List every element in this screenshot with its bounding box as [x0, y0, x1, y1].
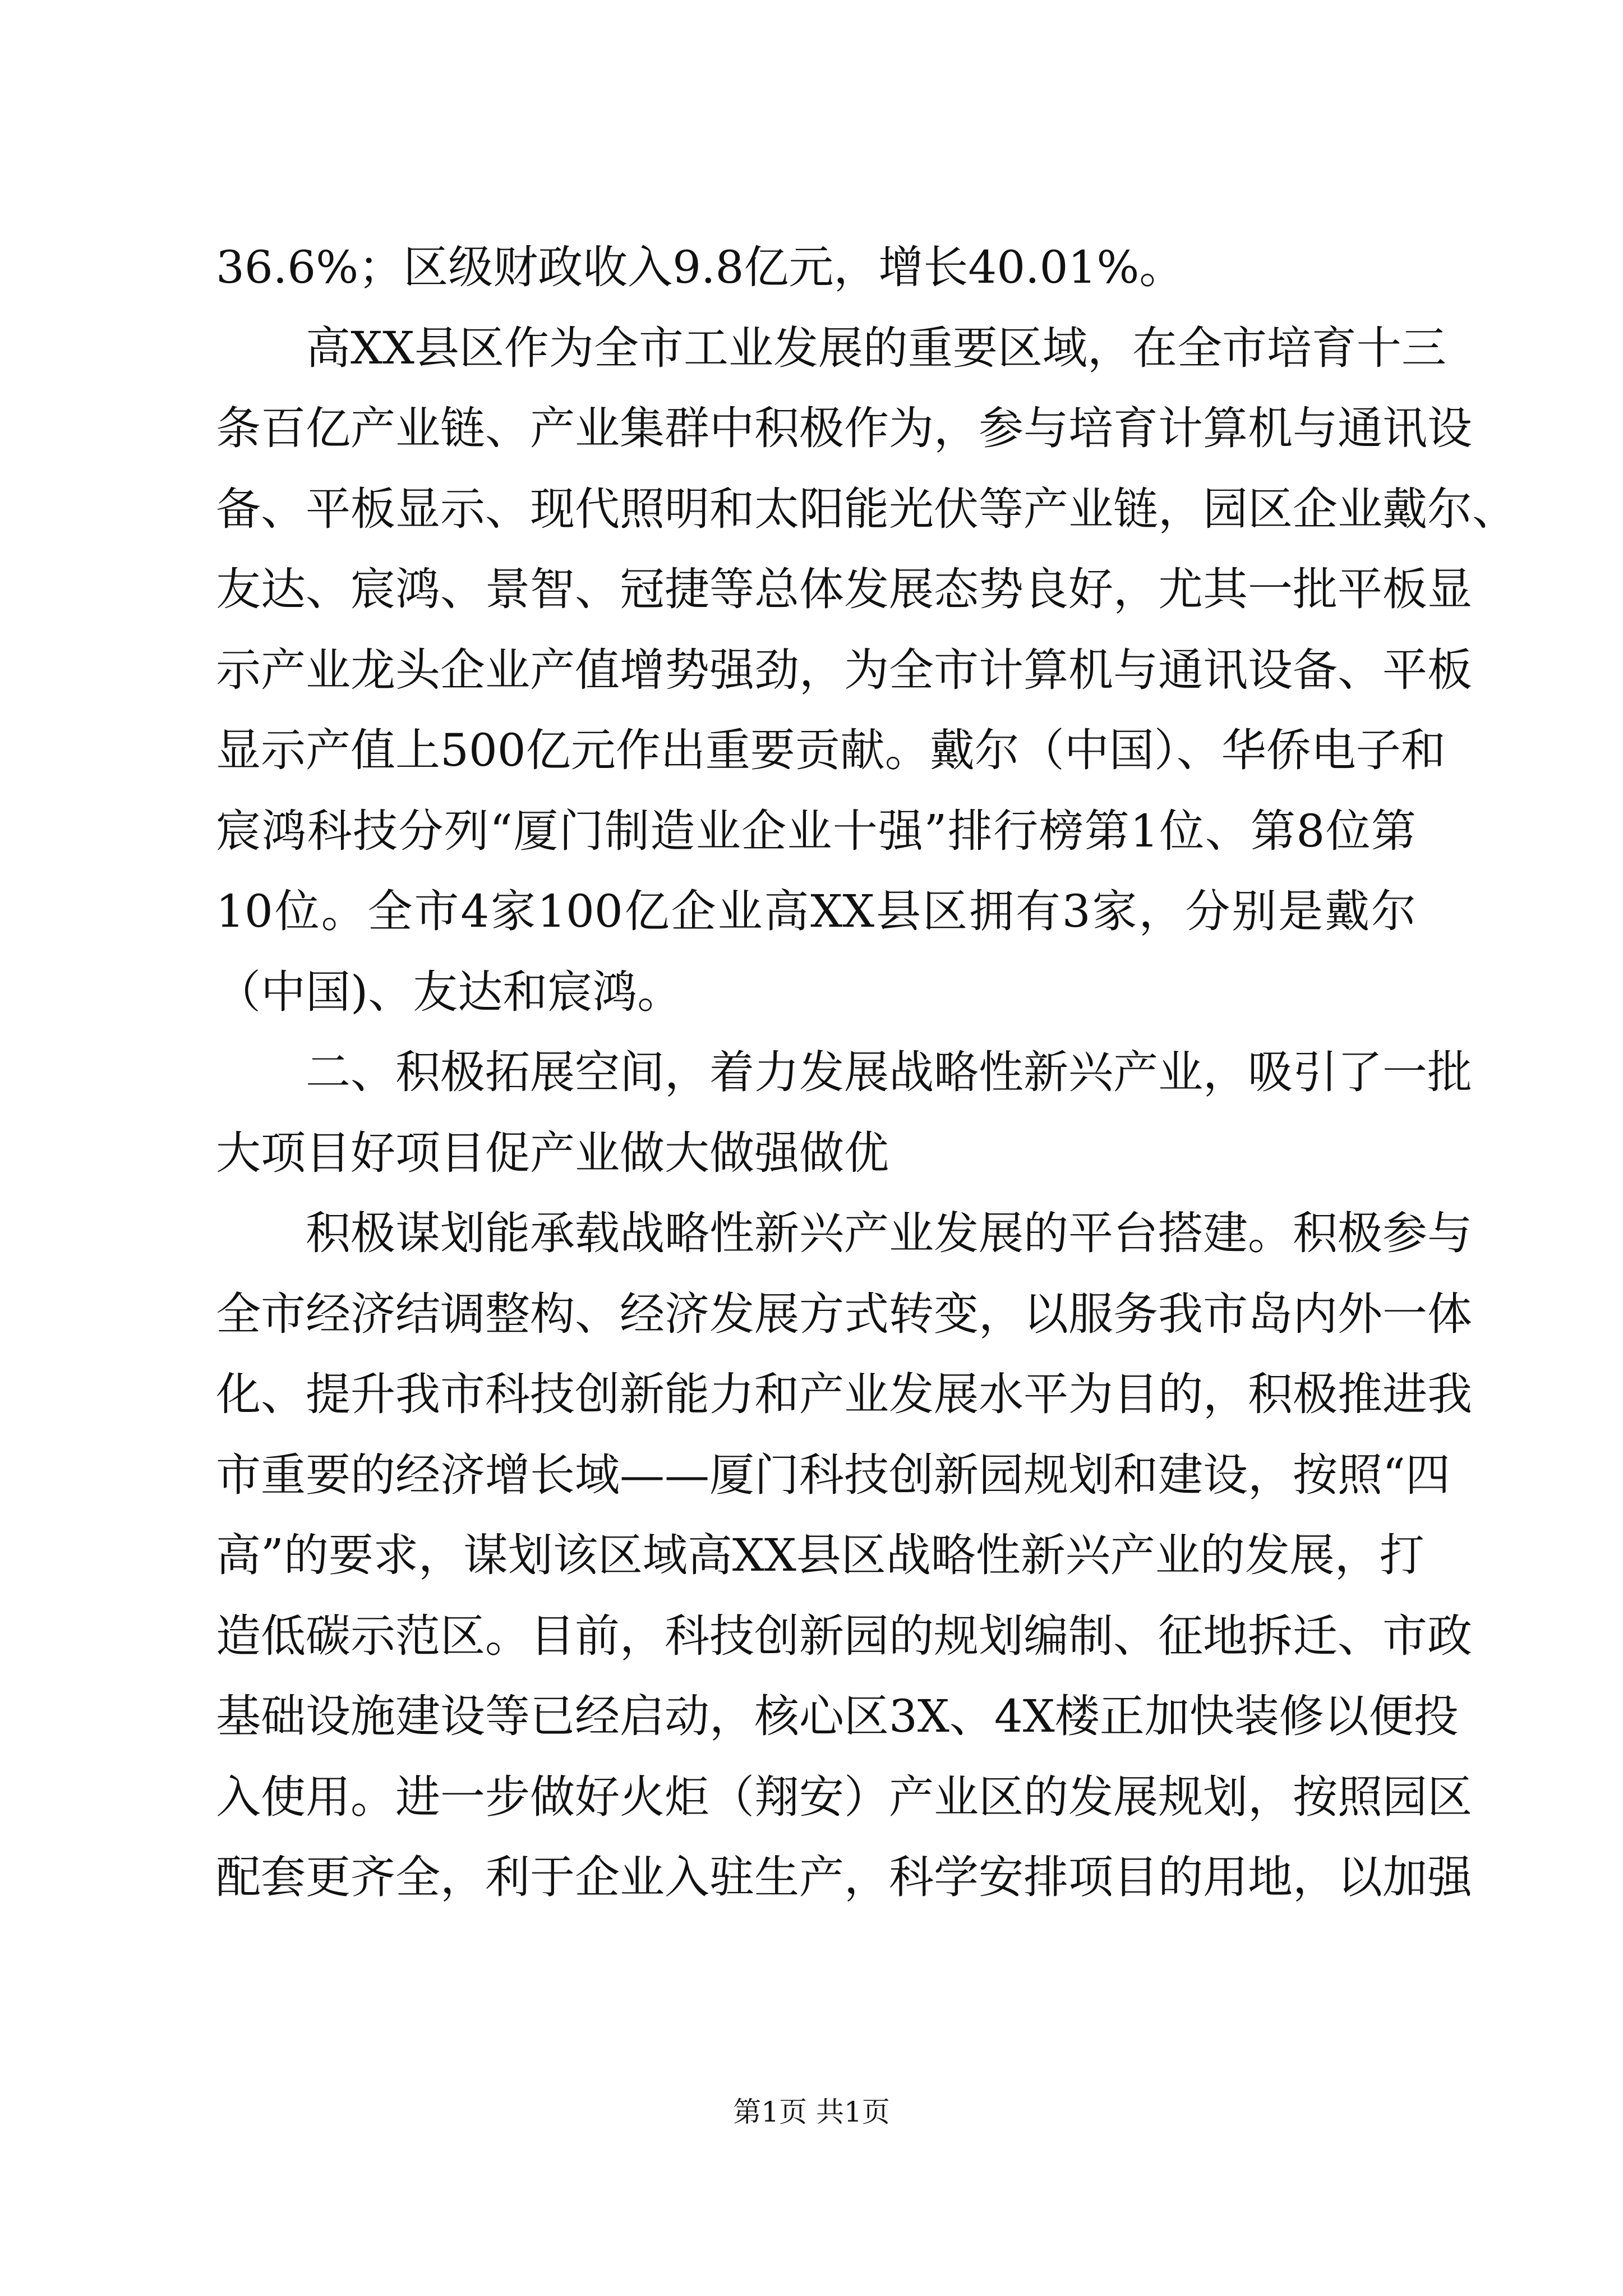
document-body: [216, 227, 1517, 1918]
text-line: 配套更齐全，利于企业入驻生产，科学安排项目的用地，以加强: [216, 1851, 1472, 1903]
text-line: 大项目好项目促产业做大做强做优: [216, 1126, 889, 1179]
text-line: 造低碳示范区。目前，科技创新园的规划编制、征地拆迁、市政: [216, 1609, 1472, 1662]
text-line: 全市经济结调整构、经济发展方式转变，以服务我市岛内外一体: [216, 1287, 1472, 1340]
text-line: 化、提升我市科技创新能力和产业发展水平为目的，积极推进我: [216, 1368, 1472, 1420]
text-line: 积极谋划能承载战略性新兴产业发展的平台搭建。积极参与: [306, 1207, 1472, 1259]
text-line: （中国)、友达和宸鸿。: [216, 965, 683, 1018]
text-line: 显示产值上500亿元作出重要贡献。戴尔（中国）、华侨电子和: [216, 724, 1446, 776]
text-line: 示产业龙头企业产值增势强劲，为全市计算机与通讯设备、平板: [216, 643, 1472, 696]
text-line: 入使用。进一步做好火炬（翔安）产业区的发展规划，按照园区: [216, 1770, 1472, 1823]
text-line: 条百亿产业链、产业集群中积极作为，参与培育计算机与通讯设: [216, 402, 1472, 454]
text-line: 基础设施建设等已经启动，核心区3X、4X楼正加快装修以便投: [216, 1690, 1459, 1742]
text-line: 36.6%；区级财政收入9.8亿元，增长40.01%。: [216, 241, 1184, 293]
text-line: 高”的要求，谋划该区域高XX县区战略性新兴产业的发展，打: [216, 1529, 1424, 1581]
text-line: 宸鸿科技分列“厦门制造业企业十强”排行榜第1位、第8位第: [216, 804, 1416, 857]
page-footer: 第1页 共1页: [733, 2096, 890, 2128]
text-line: 10位。全市4家100亿企业高XX县区拥有3家，分别是戴尔: [216, 885, 1416, 937]
text-line: 友达、宸鸿、景智、冠捷等总体发展态势良好，尤其一批平板显: [216, 563, 1472, 615]
text-line: 二、积极拓展空间，着力发展战略性新兴产业，吸引了一批: [306, 1046, 1472, 1098]
text-line: 市重要的经济增长域——厦门科技创新园规划和建设，按照“四: [216, 1448, 1450, 1501]
text-line: 高XX县区作为全市工业发展的重要区域，在全市培育十三: [306, 321, 1446, 374]
text-line: 备、平板显示、现代照明和太阳能光伏等产业链，园区企业戴尔、: [216, 482, 1517, 535]
